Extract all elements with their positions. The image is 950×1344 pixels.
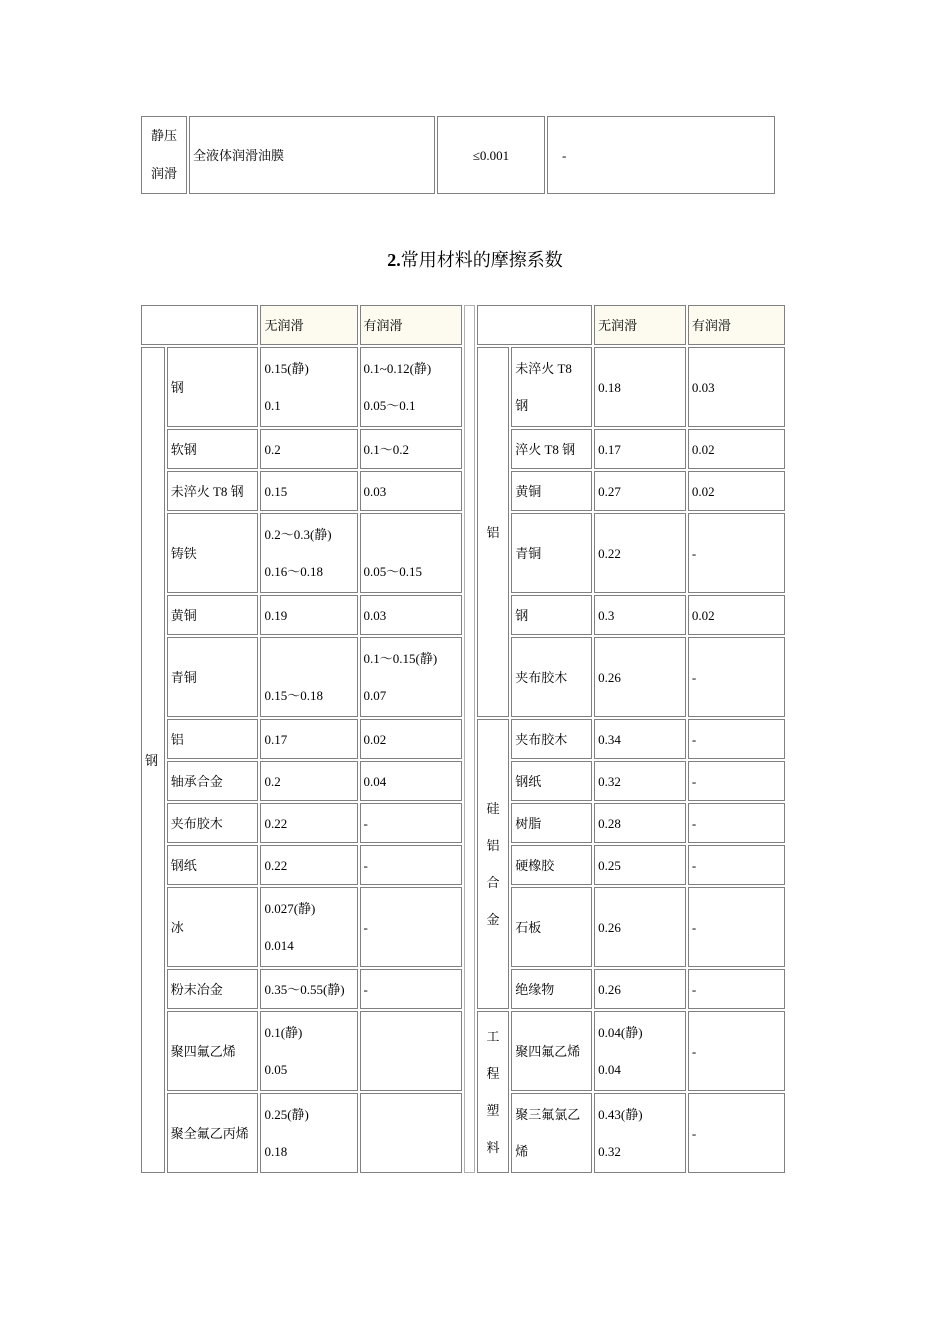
table-row (141, 761, 785, 801)
dry-value-cell: 0.26 (594, 637, 686, 717)
table-row (141, 1093, 785, 1173)
dry-value-cell: 0.22 (260, 803, 357, 843)
table-row (141, 1011, 785, 1091)
table-row (141, 637, 785, 717)
table-row (141, 347, 785, 427)
dry-value-cell: 0.27 (594, 471, 686, 511)
value-line: 0.1(静) (264, 1025, 303, 1040)
material-cell: 粉末冶金 (167, 969, 259, 1009)
dry-value-cell: 0.26 (594, 969, 686, 1009)
section-number: 2. (387, 250, 401, 270)
table-row (141, 887, 785, 967)
material-cell: 绝缘物 (511, 969, 592, 1009)
lubricated-value-cell: 0.04 (360, 761, 463, 801)
lubricated-value-cell: 0.02 (688, 429, 785, 469)
value-line: 0.04 (598, 1062, 621, 1077)
table-row (141, 513, 785, 593)
lubricated-value-cell: - (360, 887, 463, 967)
material-cell: 石板 (511, 887, 592, 967)
lubricated-value-cell: 0.02 (688, 471, 785, 511)
lubricated-value-cell: 0.03 (360, 471, 463, 511)
value-line (264, 640, 353, 677)
header-dry-right: 无润滑 (594, 305, 686, 345)
dry-value-cell (594, 1093, 686, 1173)
dry-value-cell: 0.2 (260, 761, 357, 801)
value-line: 0.16～0.18 (264, 564, 323, 579)
dry-value-cell (260, 1011, 357, 1091)
material-cell: 软钢 (167, 429, 259, 469)
friction-value-cell: ≤0.001 (437, 116, 545, 194)
dry-value-cell: 0.22 (594, 513, 686, 593)
header-blank-right (477, 305, 592, 345)
lubricated-value-cell (360, 1093, 463, 1173)
value-line: 0.05 (264, 1062, 288, 1077)
material-cell: 冰 (167, 887, 259, 967)
table-row (141, 116, 775, 194)
value-line: 0.05～0.15 (363, 564, 423, 579)
dry-value-cell: 0.25 (594, 845, 686, 885)
value-line: 0.2～0.3(静) (264, 527, 332, 542)
material-cell: 淬火 T8 钢 (511, 429, 592, 469)
material-cell: 钢 (511, 595, 592, 635)
value-line: 0.05～0.1 (363, 398, 416, 413)
lubricated-value-cell: - (688, 1093, 785, 1173)
dry-value-cell: 0.22 (260, 845, 357, 885)
dry-value-cell (260, 513, 357, 593)
value-line (364, 516, 459, 553)
value-line: 0.027(静) (264, 901, 316, 916)
dry-value-cell: 0.3 (594, 595, 686, 635)
dry-value-cell (260, 347, 357, 427)
material-cell: 铸铁 (167, 513, 259, 593)
dry-value-cell: 0.2 (260, 429, 357, 469)
material-cell: 黄铜 (167, 595, 259, 635)
material-cell: 钢纸 (511, 761, 592, 801)
section-title (0, 248, 950, 272)
section-title-text: 常用材料的摩擦系数 (400, 250, 563, 270)
lubrication-table-fragment (139, 114, 777, 196)
column-gap (464, 305, 475, 1173)
lubrication-category-cell: 静压润滑 (141, 116, 187, 194)
dry-value-cell: 0.28 (594, 803, 686, 843)
header-dry-left: 无润滑 (260, 305, 357, 345)
value-line: 0.32 (598, 1144, 621, 1159)
table-row (141, 969, 785, 1009)
lubricated-value-cell: - (688, 1011, 785, 1091)
material-cell: 铝 (167, 719, 259, 759)
material-cell: 夹布胶木 (511, 637, 592, 717)
value-line: 0.25(静) (264, 1107, 309, 1122)
group-label-right: 硅铝合金 (477, 719, 509, 1009)
lubricated-value-cell: - (688, 637, 785, 717)
lubricated-value-cell (360, 513, 463, 593)
lubricated-value-cell: - (360, 845, 463, 885)
value-line: 0.18 (264, 1144, 288, 1159)
lubricated-value-cell (360, 637, 463, 717)
table-row (141, 719, 785, 759)
table-row (141, 803, 785, 843)
value-line: 0.1 (264, 398, 281, 413)
group-label-steel: 钢 (141, 347, 165, 1173)
dry-value-cell: 0.15 (260, 471, 357, 511)
lubricated-value-cell: - (360, 969, 463, 1009)
value-line: 0.014 (264, 938, 294, 953)
value-line: 0.07 (363, 688, 387, 703)
table-row (141, 595, 785, 635)
material-cell: 青铜 (511, 513, 592, 593)
lubricated-value-cell: - (688, 761, 785, 801)
dry-value-cell (260, 1093, 357, 1173)
dry-value-cell: 0.34 (594, 719, 686, 759)
value-line: 0.1~0.12(静) (363, 361, 432, 376)
dry-value-cell: 0.17 (260, 719, 357, 759)
lubricated-value-cell: 0.1～0.2 (360, 429, 463, 469)
material-cell: 钢 (167, 347, 259, 427)
dry-value-cell (260, 887, 357, 967)
group-label-right: 铝 (477, 347, 509, 717)
value-line: 0.04(静) (598, 1025, 643, 1040)
lubricated-value-cell (360, 1011, 463, 1091)
header-blank-left (141, 305, 258, 345)
material-cell: 钢纸 (167, 845, 259, 885)
header-lubricated-left: 有润滑 (360, 305, 463, 345)
material-cell: 聚全氟乙丙烯 (167, 1093, 259, 1173)
dry-value-cell: 0.35～0.55(静) (260, 969, 357, 1009)
material-cell: 聚四氟乙烯 (511, 1011, 592, 1091)
material-cell: 聚三氟氯乙烯 (511, 1093, 592, 1173)
material-cell: 夹布胶木 (167, 803, 259, 843)
lubricated-value-cell (360, 347, 463, 427)
lubricated-value-cell: - (688, 969, 785, 1009)
lubricated-value-cell: 0.02 (360, 719, 463, 759)
material-cell: 未淬火 T8 钢 (167, 471, 259, 511)
material-cell: 青铜 (167, 637, 259, 717)
material-cell: 未淬火 T8 钢 (511, 347, 592, 427)
lubricated-value-cell: - (688, 845, 785, 885)
dry-value-cell: 0.19 (260, 595, 357, 635)
material-cell: 硬橡胶 (511, 845, 592, 885)
header-lubricated-right: 有润滑 (688, 305, 785, 345)
lubrication-condition-cell: 全液体润滑油膜 (189, 116, 435, 194)
lubricated-value-cell: - (688, 803, 785, 843)
table-body (141, 305, 785, 1173)
dry-value-cell: 0.32 (594, 761, 686, 801)
value-line: 0.43(静) (598, 1107, 643, 1122)
material-cell: 树脂 (511, 803, 592, 843)
material-cell: 夹布胶木 (511, 719, 592, 759)
lubricated-value-cell: - (688, 719, 785, 759)
friction-coefficient-table (139, 303, 787, 1175)
dry-value-cell: 0.17 (594, 429, 686, 469)
lubricated-value-cell: 0.03 (688, 347, 785, 427)
material-cell: 聚四氟乙烯 (167, 1011, 259, 1091)
lubricated-value-cell: - (360, 803, 463, 843)
dry-value-cell: 0.18 (594, 347, 686, 427)
table-row (141, 845, 785, 885)
group-label-right: 工程塑料 (477, 1011, 509, 1173)
material-cell: 黄铜 (511, 471, 592, 511)
dry-value-cell: 0.26 (594, 887, 686, 967)
dry-value-cell (594, 1011, 686, 1091)
lubricated-value-cell: 0.02 (688, 595, 785, 635)
table-row (141, 429, 785, 469)
lubricated-value-cell: 0.03 (360, 595, 463, 635)
value-line: 0.15(静) (264, 361, 309, 376)
value-line: 0.1～0.15(静) (363, 651, 438, 666)
value-line: 0.15～0.18 (264, 688, 323, 703)
material-cell: 轴承合金 (167, 761, 259, 801)
dry-value-cell (260, 637, 357, 717)
note-cell: - (547, 116, 775, 194)
lubricated-value-cell: - (688, 887, 785, 967)
lubricated-value-cell: - (688, 513, 785, 593)
table-row (141, 471, 785, 511)
header-row (141, 305, 785, 345)
